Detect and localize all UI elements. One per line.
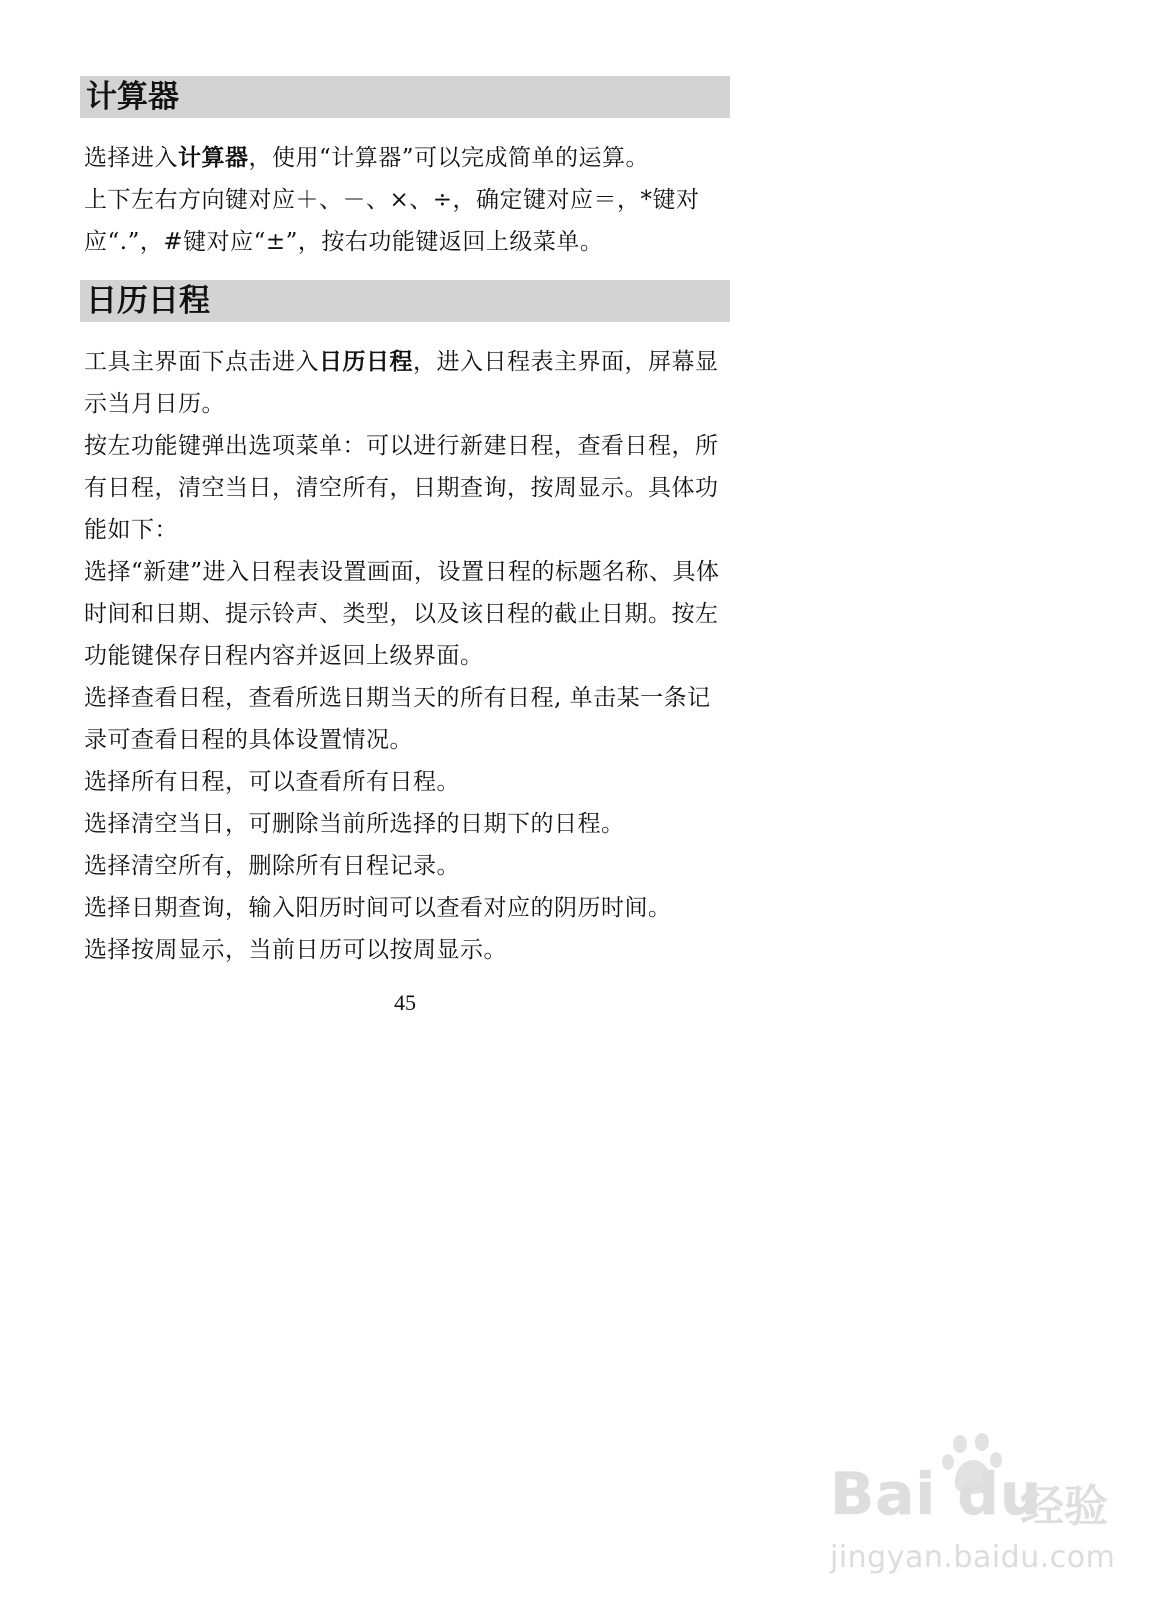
- section-body-calculator: [84, 137, 734, 263]
- paragraph: 上下左右方向键对应＋、－、×、÷，确定键对应＝，*键对应“.”，#键对应“±”，按右功能键返回上级菜单。: [84, 187, 700, 255]
- section-title-calendar: 日历日程: [80, 280, 730, 322]
- paragraph: 选择清空当日，可删除当前所选择的日期下的日程。: [84, 811, 625, 837]
- text-run: ，进入日程表主界面，屏幕显示当月日历。: [84, 349, 719, 417]
- paragraph: [84, 341, 734, 425]
- paragraph: 按左功能键弹出选项菜单：可以进行新建日程，查看日程，所有日程，清空当日，清空所有，日期查询，按周显示。具体功能如下：: [84, 433, 719, 543]
- text-run: 工具主界面下点击进入: [84, 349, 319, 375]
- text-run: ，使用“计算器”可以完成简单的运算。: [248, 145, 650, 171]
- page-number: 45: [394, 990, 416, 1015]
- section-title-calculator: 计算器: [80, 76, 730, 118]
- paragraph: [84, 137, 734, 179]
- paragraph: 选择按周显示，当前日历可以按周显示。: [84, 937, 507, 963]
- paragraph: 选择清空所有，删除所有日程记录。: [84, 853, 460, 879]
- baidu-watermark: [830, 1430, 1120, 1580]
- text-run: 选择进入: [84, 145, 178, 171]
- term-calculator: 计算器: [178, 145, 249, 171]
- paragraph: 选择日期查询，输入阳历时间可以查看对应的阴历时间。: [84, 895, 672, 921]
- section-body-calendar: [84, 341, 734, 971]
- term-calendar: 日历日程: [319, 349, 413, 375]
- paragraph: 选择“新建”进入日程表设置画面，设置日程的标题名称、具体时间和日期、提示铃声、类型，以及该日程的截止日期。按左功能键保存日程内容并返回上级界面。: [84, 559, 720, 669]
- paragraph: 选择所有日程，可以查看所有日程。: [84, 769, 460, 795]
- paragraph: 选择查看日程，查看所选日期当天的所有日程, 单击某一条记录可查看日程的具体设置情况。: [84, 685, 711, 753]
- watermark-brand: 经验: [1020, 1481, 1108, 1532]
- watermark-url: jingyan.baidu.com: [830, 1540, 1116, 1575]
- watermark-logo: Bai du: [830, 1460, 1043, 1528]
